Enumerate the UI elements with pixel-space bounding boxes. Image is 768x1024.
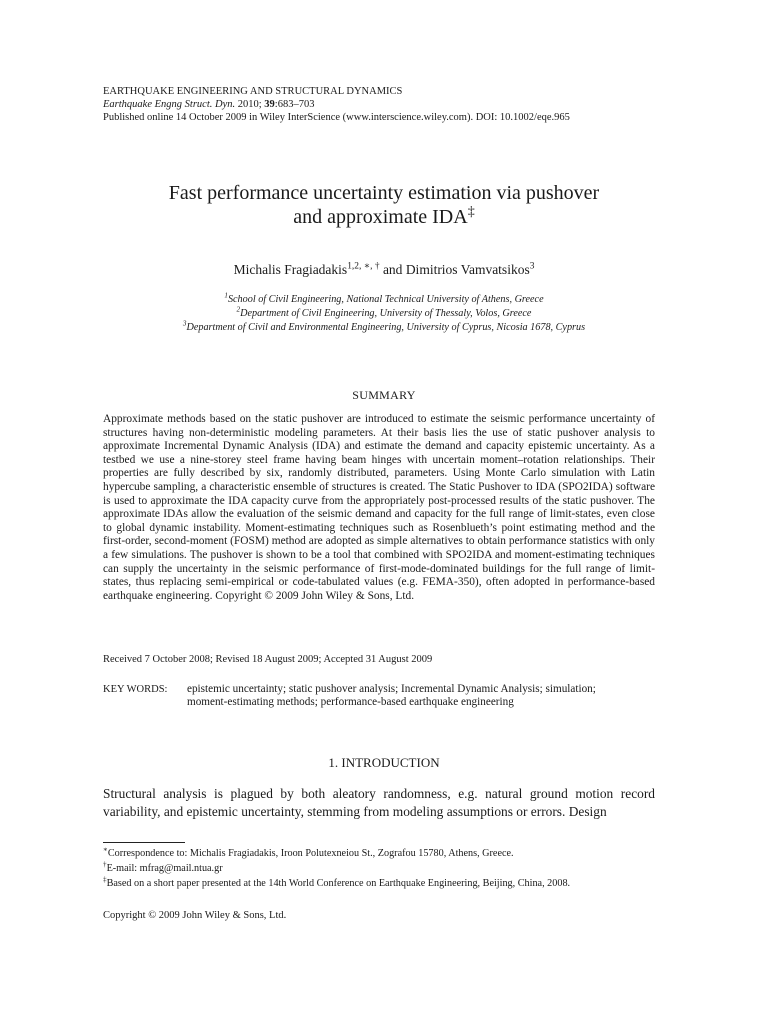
introduction-text: Structural analysis is plagued by both aleatory randomness, e.g. natural ground motion record variability, and epistemic uncertainty, stemming from modeling assumptions or errors. Design [103, 786, 655, 819]
affiliation-1 [0, 293, 768, 307]
author-line [0, 262, 768, 278]
footnote-short-paper [103, 876, 570, 891]
abstract-text [103, 413, 655, 603]
bottom-copyright: Copyright © 2009 John Wiley & Sons, Ltd. [103, 910, 287, 921]
citation-abbrev: Earthquake Engng Struct. Dyn. [103, 99, 236, 110]
footnote-2-text: E-mail: mfrag@mail.ntua.gr [106, 863, 223, 874]
abstract-copyright: Copyright © 2009 John Wiley & Sons, Ltd. [215, 589, 415, 602]
affiliation-1-mark: 1 [224, 291, 228, 300]
author-1: Michalis Fragiadakis [233, 262, 348, 277]
footnote-2-mark: † [103, 860, 107, 869]
affiliation-2-text: Department of Civil Engineering, University of Thessaly, Volos, Greece [240, 308, 532, 319]
footnote-3-text: Based on a short paper presented at the 14th World Conference on Earthquake Engineering, Beijing, China, 2008. [106, 878, 571, 889]
affiliation-3-text: Department of Civil and Environmental Engineering, University of Cyprus, Nicosia 1678, Cyprus [186, 322, 586, 333]
author-2: Dimitrios Vamvatsikos [405, 262, 530, 277]
citation-volume: 39 [264, 99, 275, 110]
author-2-marks: 3 [529, 261, 535, 272]
published-line: Published online 14 October 2009 in Wiley InterScience (www.interscience.wiley.com). DOI: 10.1002/eqe.965 [103, 112, 570, 123]
journal-name: EARTHQUAKE ENGINEERING AND STRUCTURAL DYNAMICS [103, 86, 403, 97]
author-conjunction: and [379, 262, 406, 277]
paper-title-line2 [0, 205, 768, 230]
title-footnote-mark: ‡ [467, 204, 475, 220]
abstract-body: Approximate methods based on the static pushover are introduced to estimate the seismic performance uncertainty of structures having non-deterministic modeling parameters. At their basis lies the use of static pushover analysis to approximate Incremental Dynamic Analysis (IDA) and estimate the demand and capacity epistemic uncertainty. As a testbed we use a nine-storey steel frame having beam hinges with uncertain moment–rotation relationships. Their properties are fully described by six, randomly distributed, parameters. Using Monte Carlo simulation with Latin hypercube sampling, a characteristic ensemble of structures is created. The Static Pushover to IDA (SPO2IDA) software is used to approximate the IDA capacity curve from the appropriately post-processed results of the static pushover. The approximate IDAs allow the evaluation of the seismic demand and capacity for the full range of limit-states, even close to global dynamic instability. Moment-estimating techniques such as Rosenblueth’s point estimating method and the first-order, second-moment (FOSM) method are adopted as simple alternatives to obtain performance statistics with only a few simulations. The pushover is shown to be a tool that combined with SPO2IDA and moment-estimating techniques can supply the uncertainty in the seismic performance of first-mode-dominated buildings for the full range of limit-states, thus replacing semi-empirical or code-tabulated values (e.g. FEMA-350), often adopted in performance-based earthquake engineering. [103, 413, 655, 602]
affiliation-1-text: School of Civil Engineering, National Technical University of Athens, Greece [227, 294, 544, 305]
introduction-heading: 1. INTRODUCTION [328, 755, 440, 770]
citation-pages: :683–703 [274, 99, 315, 110]
author-1-marks: 1,2, ∗, † [347, 261, 380, 272]
journal-citation [103, 98, 314, 111]
paper-title-line2-text: and approximate IDA [293, 206, 468, 228]
footnote-correspondence [103, 846, 514, 861]
affiliation-2-mark: 2 [236, 305, 241, 314]
affiliation-3 [0, 321, 768, 335]
footnote-rule [103, 842, 185, 843]
affiliation-2 [0, 307, 768, 321]
affiliation-3-mark: 3 [182, 319, 187, 328]
footnote-1-mark: ∗ [103, 845, 108, 854]
keywords-line2: moment-estimating methods; performance-based earthquake engineering [187, 696, 514, 708]
summary-heading: SUMMARY [352, 388, 416, 402]
footnote-3-mark: ‡ [103, 875, 107, 884]
footnote-email [103, 861, 223, 876]
paper-title-line1: Fast performance uncertainty estimation via pushover [168, 182, 600, 204]
received-dates: Received 7 October 2008; Revised 18 August 2009; Accepted 31 August 2009 [103, 654, 433, 665]
keywords-label: KEY WORDS: [103, 684, 168, 695]
footnote-1-text: Correspondence to: Michalis Fragiadakis, Iroon Polutexneiou St., Zografou 15780, Athens, Greece. [107, 848, 514, 859]
keywords-line1: epistemic uncertainty; static pushover analysis; Incremental Dynamic Analysis; simulation; [187, 683, 596, 695]
citation-year: 2010; [235, 99, 265, 110]
